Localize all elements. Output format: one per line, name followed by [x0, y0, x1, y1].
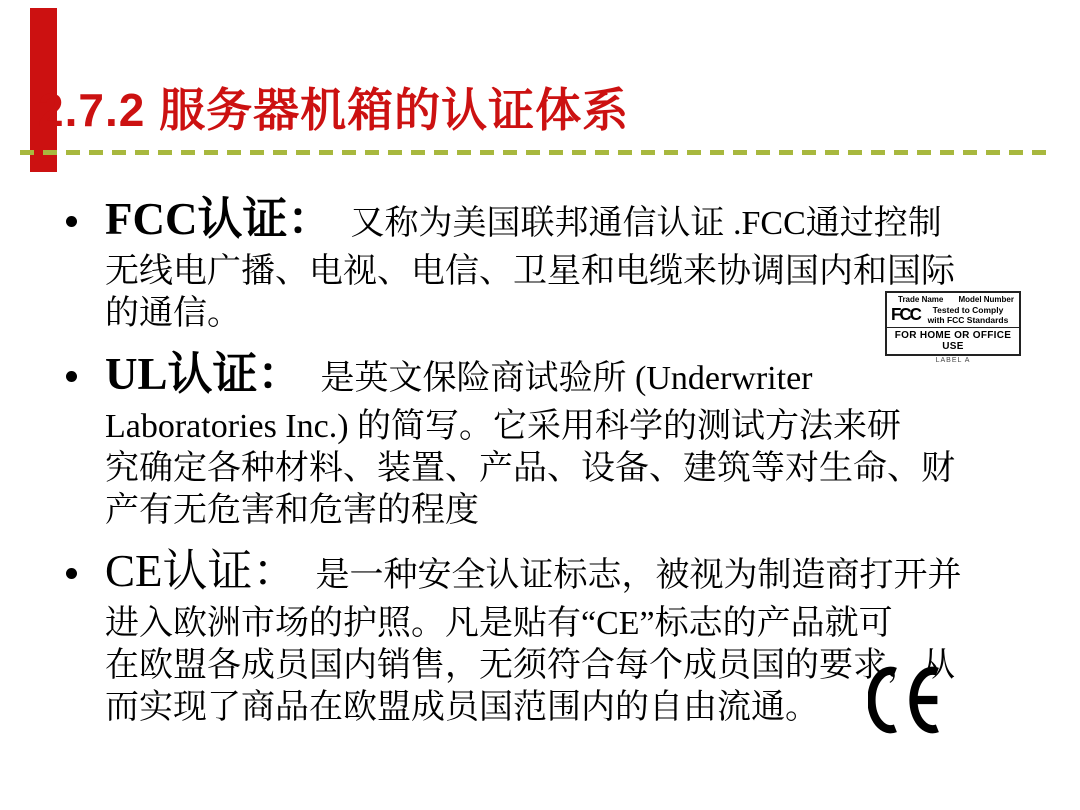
ce-mark-icon [868, 661, 952, 739]
bullet-text: 是一种安全认证标志，被视为制造商打开并 [315, 557, 962, 594]
bullet-text: 是英文保险商试验所 (Underwriter [320, 360, 813, 397]
bullet-line: 产有无危害和危害的程度 [105, 492, 479, 529]
fcc-label-box [885, 291, 1021, 356]
bullet-line [105, 192, 1064, 251]
bullet-dot [66, 216, 77, 227]
bullet-item-ul [64, 347, 1064, 532]
fcc-term: FCC认证： [105, 194, 333, 244]
slide-title: 2.7.2 服务器机箱的认证体系 [38, 84, 630, 136]
bullet-dot [66, 568, 77, 579]
fcc-compliance-label [885, 291, 1021, 364]
fcc-home-office-text: FOR HOME OR OFFICE USE [887, 327, 1019, 354]
fcc-model-number-label: Model Number [958, 295, 1014, 304]
fcc-comply-line1: Tested to Comply [932, 305, 1004, 315]
fcc-comply-text [920, 305, 1016, 325]
bullet-line: 进入欧洲市场的护照。凡是贴有“CE”标志的产品就可 [105, 605, 893, 642]
slide-body [64, 192, 1064, 741]
fcc-label-header-row [887, 293, 1019, 304]
fcc-logo-icon: FCC [891, 304, 920, 325]
bullet-text: 又称为美国联邦通信认证 .FCC通过控制 [350, 205, 942, 242]
bullet-line: 而实现了商品在欧盟成员国范围内的自由流通。 [105, 689, 819, 726]
bullet-line: 无线电广播、电视、电信、卫星和电缆来协调国内和国际 [105, 253, 955, 290]
fcc-trade-name-label: Trade Name [898, 295, 944, 304]
bullet-line: Laboratories Inc.) 的简写。它采用科学的测试方法来研 [105, 408, 902, 445]
bullet-line: 究确定各种材料、装置、产品、设备、建筑等对生命、财 [105, 450, 955, 487]
ul-term: UL认证： [105, 349, 303, 399]
title-divider-dashed-line [20, 150, 1046, 155]
ce-term: CE认证： [105, 546, 298, 596]
bullet-line: 在欧盟各成员国内销售，无须符合每个成员国的要求，从 [105, 647, 955, 684]
fcc-label-middle-row [887, 304, 1019, 327]
bullet-dot [66, 371, 77, 382]
bullet-line: 的通信。 [105, 295, 241, 332]
fcc-comply-line2: with FCC Standards [927, 315, 1009, 326]
bullet-line [105, 544, 1064, 603]
fcc-label-caption: LABEL A [935, 357, 971, 365]
